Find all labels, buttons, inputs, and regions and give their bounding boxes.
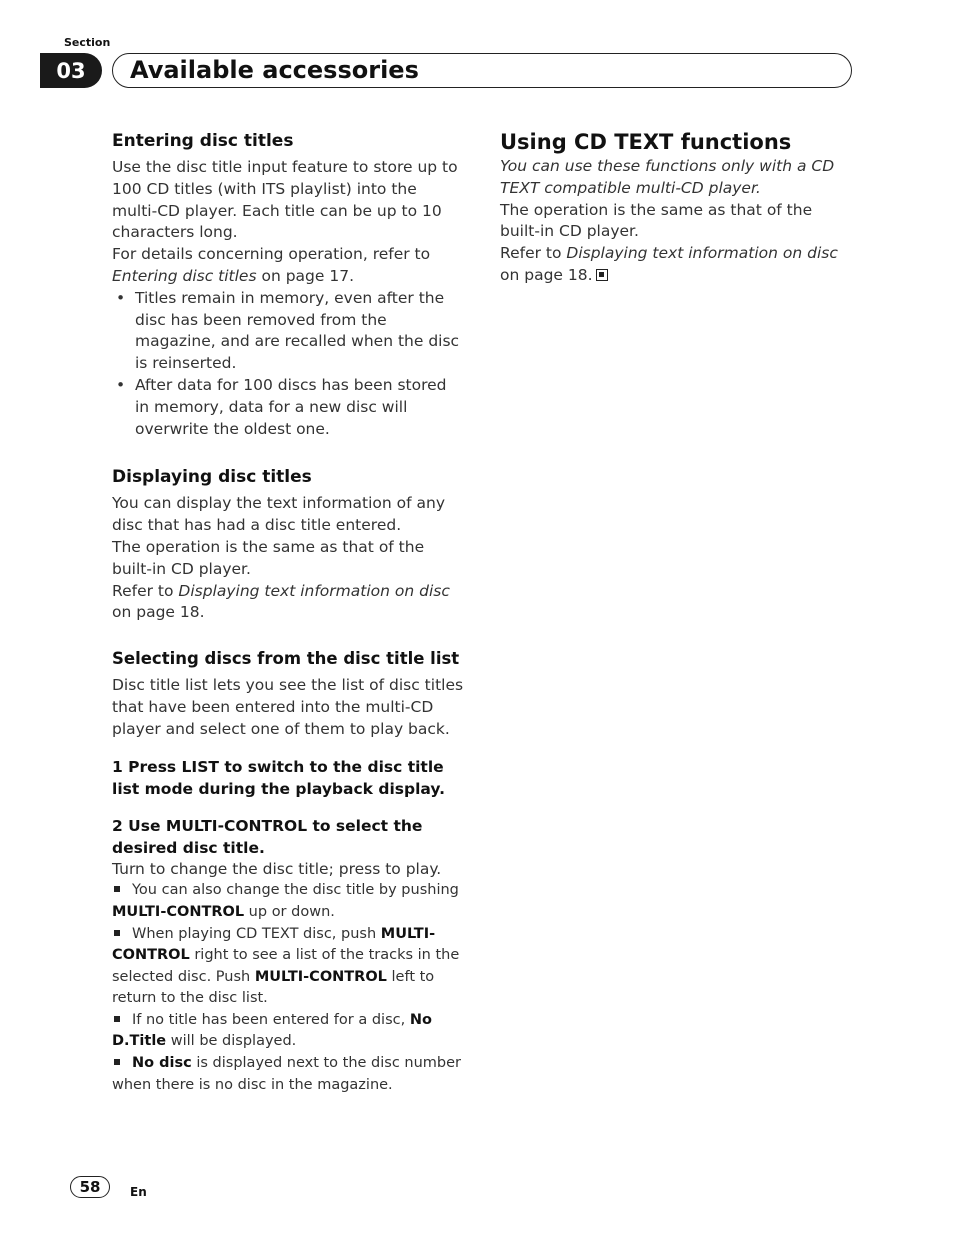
displaying-ref-post: on page 18. [112,603,205,622]
section-number: 03 [40,53,102,88]
displaying-heading: Displaying disc titles [112,467,312,488]
cd-text-ref-link: Displaying text information on disc [566,244,838,263]
square-bullet-icon [114,930,120,936]
cd-text-heading: Using CD TEXT functions [500,130,792,154]
end-mark-icon [596,269,608,281]
note-1-text: You can also change the disc title by pushing [132,882,459,899]
square-bullet-icon [114,1016,120,1022]
entering-ref-post: on page 17. [256,266,355,285]
section-label: Section [64,36,111,49]
cd-text-ref-pre: Refer to [500,244,567,263]
displaying-ref-link: Displaying text information on disc [178,581,450,600]
entering-section [112,130,464,440]
entering-ref-link: Entering disc titles [112,266,257,285]
cd-text-paragraph-2 [500,243,850,287]
note-3-text: If no title has been entered for a disc, [132,1011,410,1028]
note-3 [112,1010,464,1053]
entering-paragraph-2 [112,244,464,288]
note-2-text-mid: right to see a list of the tracks in the selected disc. Push [112,947,460,985]
selecting-heading: Selecting discs from the disc title list [112,649,460,669]
selecting-paragraph-1: Disc title list lets you see the list of disc titles that have been entered into the multi-CD player and select one of them to play back. [112,676,464,738]
cd-text-ref-post: on page 18. [500,265,593,284]
entering-bullet-2: • After data for 100 discs has been stored in memory, data for a new disc will overwrite the oldest one. [112,375,464,440]
entering-paragraph-1: Use the disc title input feature to store up to 100 CD titles (with ITS playlist) into the multi-CD player. Each title can be up to 10 characters long. [112,158,458,242]
page-title: Available accessories [130,56,419,84]
step-2: 2 Use MULTI-CONTROL to select the desired disc title. [112,816,423,857]
page-number: 58 [70,1176,110,1198]
language-code: En [130,1185,147,1199]
note-4-display: No disc [132,1055,192,1072]
step-1: 1 Press LIST to switch to the disc title list mode during the playback display. [112,757,445,798]
entering-ref-pre: For details concerning operation, refer to [112,245,431,264]
step-2-text: Turn to change the disc title; press to play. [112,859,442,878]
note-1-text-end: up or down. [244,903,335,920]
square-bullet-icon [114,886,120,892]
note-1 [112,880,464,923]
note-2 [112,924,464,1010]
cd-text-intro: You can use these functions only with a CD TEXT compatible multi-CD player. [500,157,835,197]
note-4-text: is displayed next to the disc number when there is no disc in the magazine. [112,1055,462,1093]
note-2-control: MULTI-CONTROL [112,925,436,964]
square-bullet-icon [114,1059,120,1065]
note-4 [112,1053,464,1096]
displaying-section [112,466,464,624]
right-column [500,128,850,287]
displaying-ref-pre: Refer to [112,581,179,600]
note-2-control-2: MULTI-CONTROL [254,968,387,985]
note-3-text-end: will be displayed. [166,1033,297,1050]
displaying-paragraph-3 [112,581,464,625]
selecting-section [112,648,464,1096]
entering-heading: Entering disc titles [112,131,294,151]
note-2-text: When playing CD TEXT disc, push [132,925,381,942]
note-1-control: MULTI-CONTROL [112,903,245,920]
left-column [112,130,464,1096]
note-2-text-end: left to return to the disc list. [112,968,435,1007]
displaying-paragraph-2: The operation is the same as that of the built-in CD player. [112,537,425,578]
displaying-paragraph-1: You can display the text information of any disc that has had a disc title entered. [112,494,446,535]
note-3-display: No D.Title [112,1011,432,1050]
cd-text-paragraph-1: The operation is the same as that of the built-in CD player. [500,200,813,241]
entering-bullet-1: • Titles remain in memory, even after the disc has been removed from the magazine, and are recalled when the disc is reinserted. [112,288,464,375]
